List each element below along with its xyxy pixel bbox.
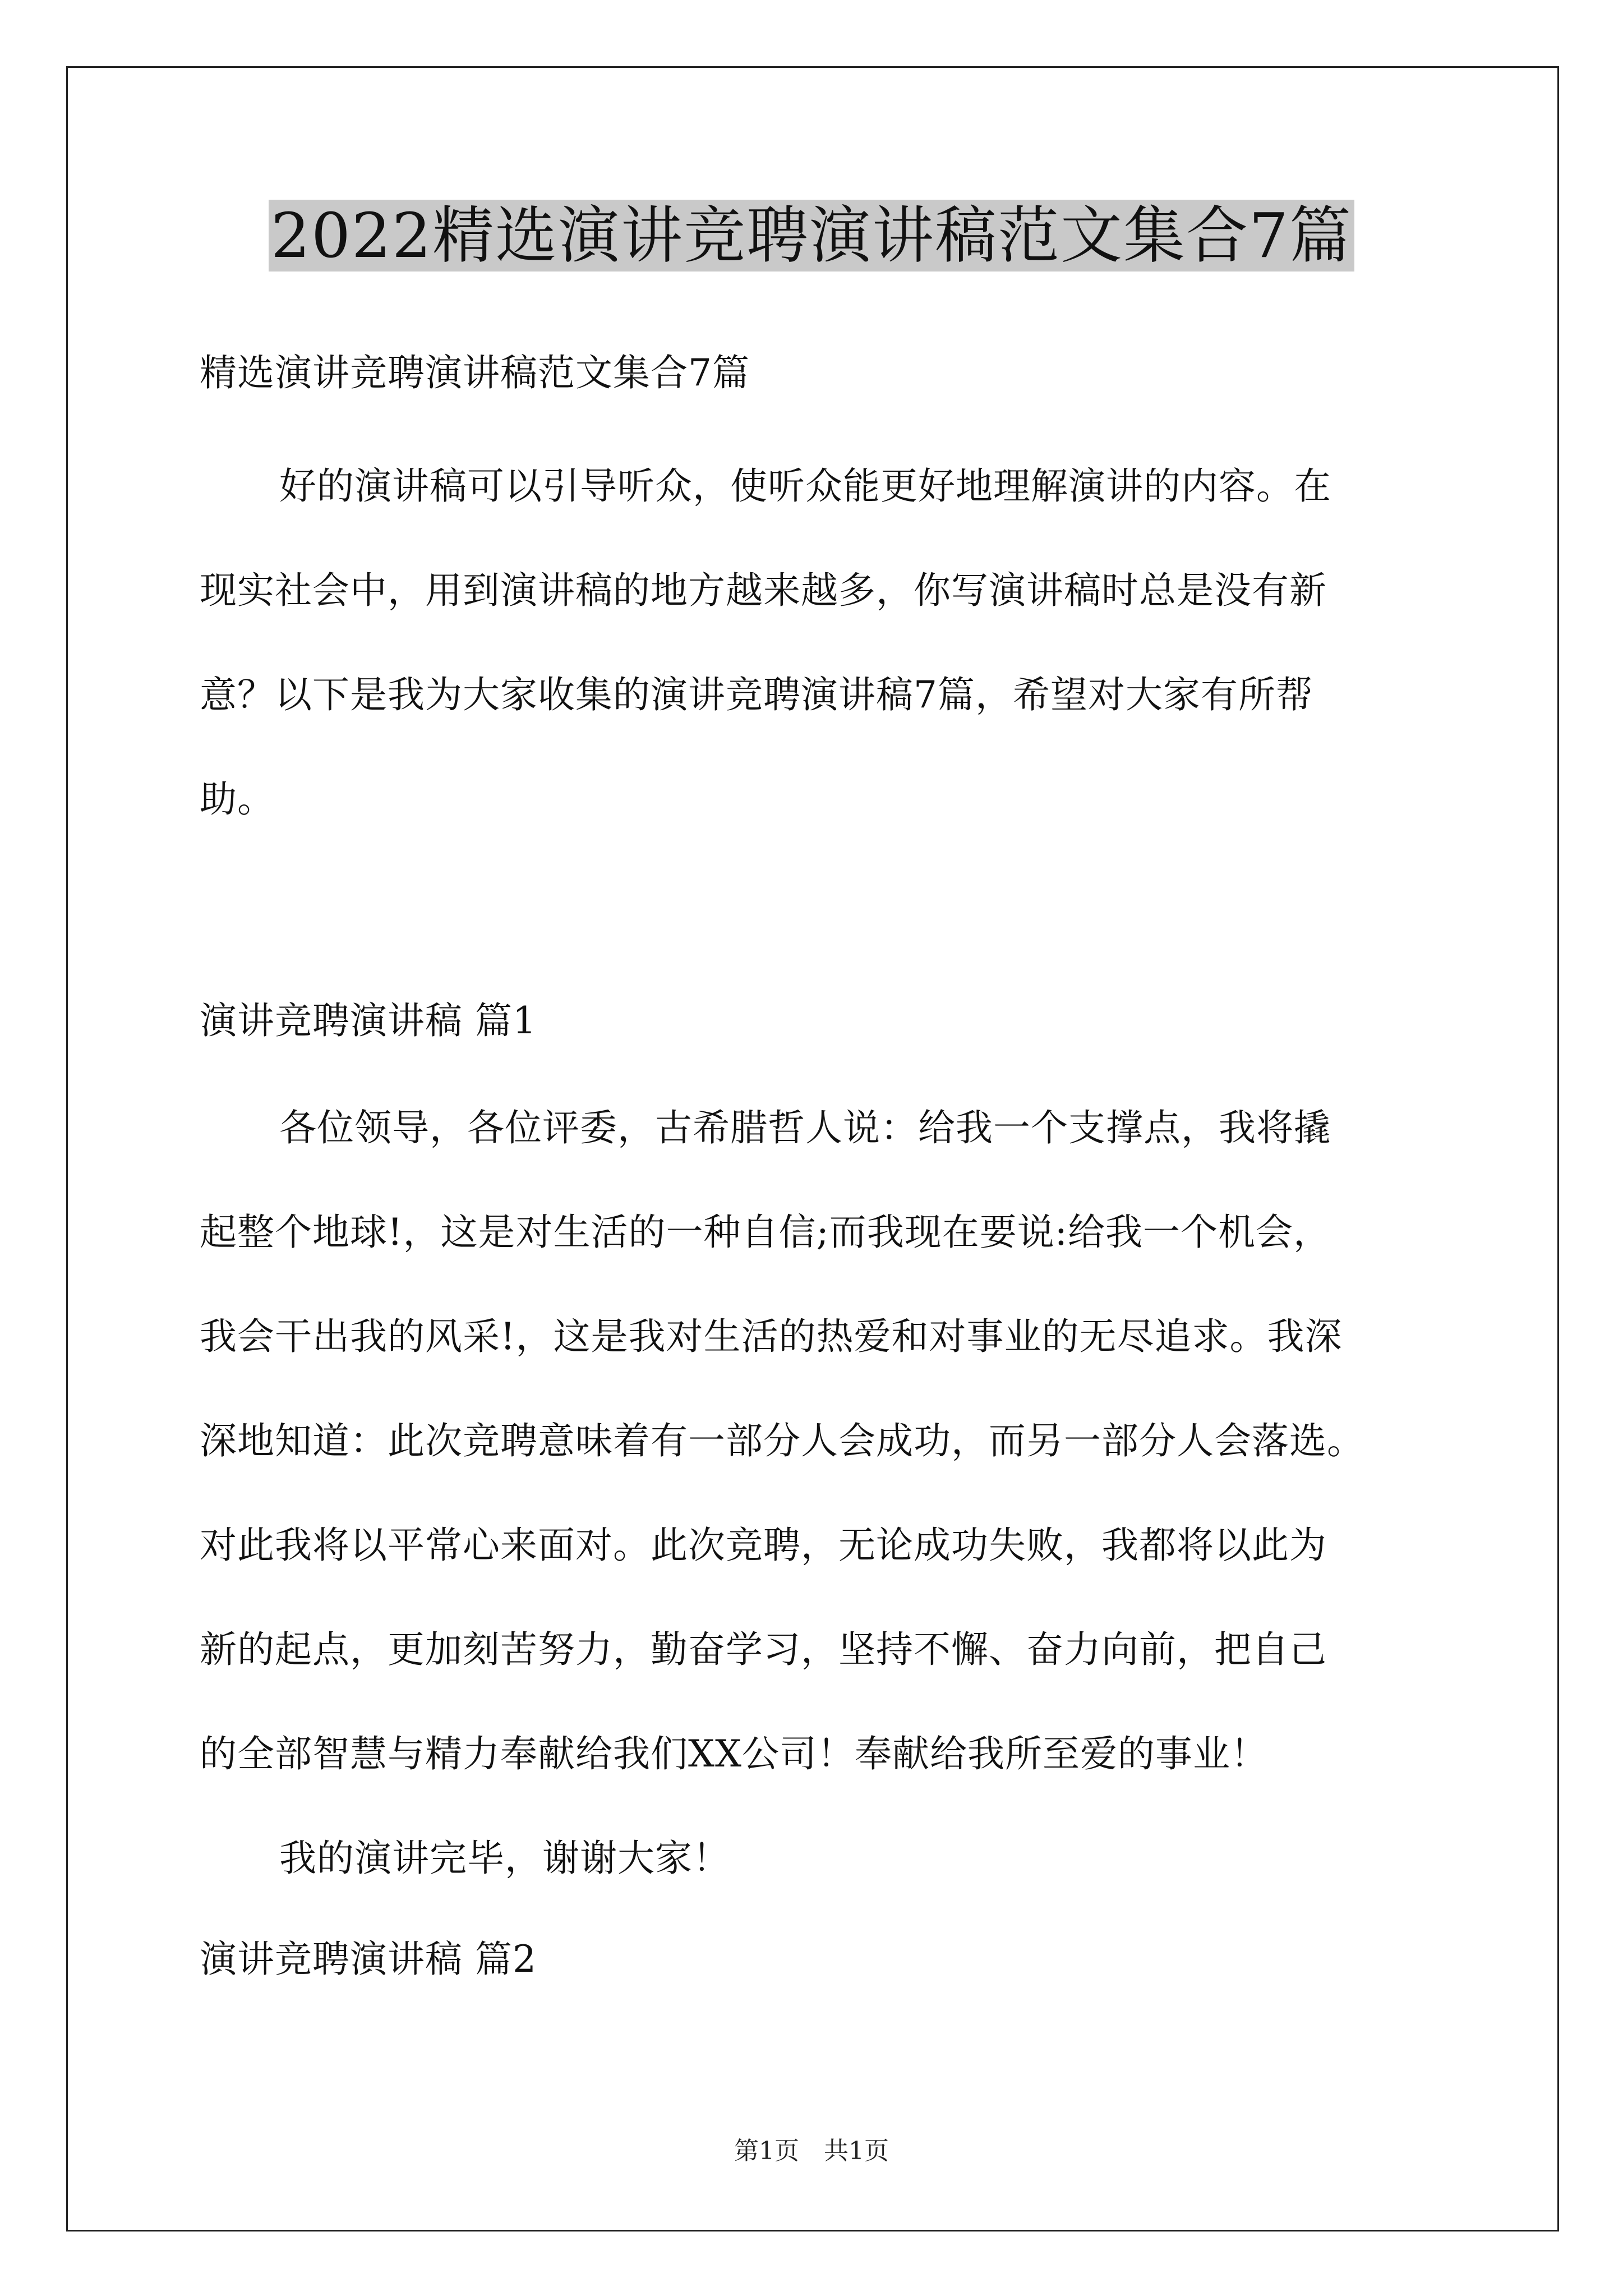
page-footer: 第1页 共1页 — [734, 2137, 889, 2165]
section1-line-2: 起整个地球!，这是对生活的一种自信;而我现在要说:给我一个机会， — [200, 1211, 1331, 1254]
section1-line-6: 新的起点，更加刻苦努力，勤奋学习，坚持不懈、奋力向前，把自己 — [200, 1628, 1327, 1671]
section1-line-4: 深地知道：此次竞聘意味着有一部分人会成功，而另一部分人会落选。 — [200, 1419, 1364, 1462]
section1-heading: 演讲竞聘演讲稿 篇1 — [200, 999, 537, 1042]
section1-line-3: 我会干出我的风采!，这是我对生活的热爱和对事业的无尽追求。我深 — [200, 1315, 1343, 1358]
section2-heading: 演讲竞聘演讲稿 篇2 — [200, 1938, 537, 1981]
section1-closing: 我的演讲完毕，谢谢大家！ — [279, 1837, 730, 1880]
intro-line-4: 助。 — [200, 777, 275, 821]
section1-line-7: 的全部智慧与精力奉献给我们XX公司！奉献给我所至爱的事业！ — [200, 1732, 1268, 1775]
section1-line-5: 对此我将以平常心来面对。此次竞聘，无论成功失败，我都将以此为 — [200, 1524, 1327, 1567]
section1-line-1: 各位领导，各位评委，古希腊哲人说：给我一个支撑点，我将撬 — [279, 1106, 1331, 1149]
intro-line-2: 现实社会中，用到演讲稿的地方越来越多，你写演讲稿时总是没有新 — [200, 569, 1327, 612]
document-title-text: 2022精选演讲竞聘演讲稿范文集合7篇 — [269, 200, 1354, 272]
intro-line-3: 意？以下是我为大家收集的演讲竞聘演讲稿7篇，希望对大家有所帮 — [200, 673, 1313, 716]
document-subtitle: 精选演讲竞聘演讲稿范文集合7篇 — [200, 351, 750, 394]
document-title — [0, 194, 1623, 278]
intro-line-1: 好的演讲稿可以引导听众，使听众能更好地理解演讲的内容。在 — [279, 464, 1331, 508]
